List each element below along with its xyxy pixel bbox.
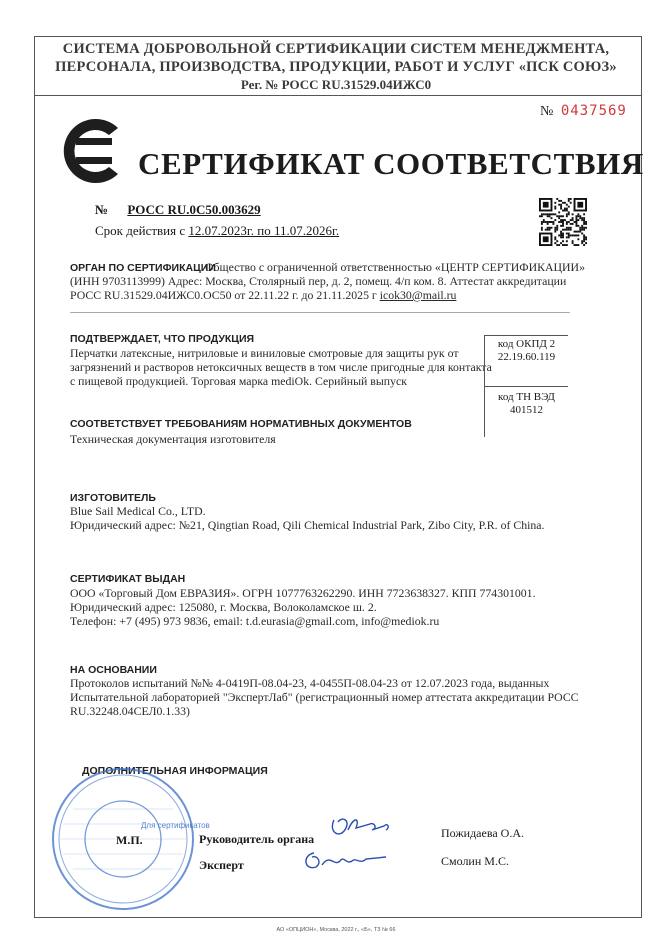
- validity-dates: 12.07.2023г. по 11.07.2026г.: [188, 223, 340, 238]
- additional-heading: ДОПОЛНИТЕЛЬНАЯ ИНФОРМАЦИЯ: [82, 765, 268, 777]
- manufacturer-name: Blue Sail Medical Co., LTD.: [70, 504, 206, 518]
- requirements-heading: СООТВЕТСТВУЕТ ТРЕБОВАНИЯМ НОРМАТИВНЫХ ДОКУМЕНТОВ: [70, 418, 412, 430]
- requirements-text: Техническая документация изготовителя: [70, 432, 276, 446]
- product-line-2: загрязнений и растворов нетоксичных веществ в том числе пригодные для контакта: [70, 360, 492, 374]
- issued-line-3: Телефон: +7 (495) 973 9836, email: t.d.eurasia@gmail.com, info@mediok.ru: [70, 614, 440, 628]
- basis-heading: НА ОСНОВАНИИ: [70, 664, 157, 676]
- tnved-code-box: [484, 387, 568, 437]
- system-title-line-1: СИСТЕМА ДОБРОВОЛЬНОЙ СЕРТИФИКАЦИИ СИСТЕМ МЕНЕДЖМЕНТА,: [62, 41, 610, 57]
- organ-line-2: (ИНН 9703113999) Адрес: Москва, Столярный пер, д. 2, помещ. 4/п ком. 8. Аттестат аккредитации: [70, 274, 567, 288]
- product-line-3: с пищевой продукцией. Торговая марка mediOk. Серийный выпуск: [70, 374, 407, 388]
- organ-email-link[interactable]: icok30@mail.ru: [379, 288, 457, 302]
- qr-code: [539, 198, 587, 246]
- organ-line-1: Общество с ограниченной ответственностью «ЦЕНТР СЕРТИФИКАЦИИ»: [205, 260, 585, 274]
- registration-number: Рег. № РОСС RU.31529.04ИЖС0: [240, 77, 432, 92]
- expert-label: Эксперт: [199, 858, 244, 872]
- basis-line-3: RU.32248.04СЕЛ0.1.33): [70, 704, 190, 718]
- validity-prefix: Срок действия с: [95, 223, 186, 238]
- blank-number-label: №: [540, 104, 554, 119]
- validity-period: [95, 223, 339, 239]
- certificate-number-label: №: [95, 202, 109, 217]
- basis-line-2: Испытательной лабораторией "ЭкспертЛаб" (регистрационный номер аттестата аккредитации РОСС: [70, 690, 579, 704]
- issued-line-1: ООО «Торговый Дом ЕВРАЗИЯ». ОГРН 1077763262290. ИНН 7723638327. КПП 774301001.: [70, 586, 536, 600]
- tnved-value: 401512: [510, 404, 543, 416]
- system-title-line-2: ПЕРСОНАЛА, ПРОИЗВОДСТВА, ПРОДУКЦИИ, РАБОТ И УСЛУГ «ПСК СОЮЗ»: [55, 59, 617, 75]
- manufacturer-heading: ИЗГОТОВИТЕЛЬ: [70, 492, 156, 504]
- product-line-1: Перчатки латексные, нитриловые и виниловые смотровые для защиты рук от: [70, 346, 459, 360]
- okpd-code-box: [484, 335, 568, 387]
- head-signature-icon: [326, 810, 396, 846]
- product-heading: ПОДТВЕРЖДАЕТ, ЧТО ПРОДУКЦИЯ: [70, 333, 255, 345]
- header-divider: [34, 95, 642, 96]
- blank-number: [540, 103, 627, 120]
- expert-signature-icon: [300, 845, 390, 875]
- basis-line-1: Протоколов испытаний №№ 4-0419П-08.04-23, 4-0455П-08.04-23 от 12.07.2023 года, выданных: [70, 676, 550, 690]
- expert-name: Смолин М.С.: [441, 854, 509, 868]
- issued-line-2: Юридический адрес: 125080, г. Москва, Волоколамское ш. 2.: [70, 600, 377, 614]
- head-name: Пожидаева О.А.: [441, 826, 525, 840]
- blank-number-value: 0437569: [560, 103, 627, 119]
- certificate-number-value: РОСС RU.0С50.003629: [127, 202, 261, 217]
- manufacturer-address: Юридический адрес: №21, Qingtian Road, Qili Chemical Industrial Park, Zibo City, P.R. of China.: [70, 518, 545, 532]
- okpd-label: код ОКПД 2: [497, 338, 556, 350]
- stamp-text: Для сертификатов: [141, 821, 210, 830]
- organ-accreditation: РОСС RU.31529.04ИЖС0.ОС50 от 22.11.22 г. до 21.11.2025 г: [70, 288, 377, 302]
- issued-heading: СЕРТИФИКАТ ВЫДАН: [70, 573, 186, 585]
- tnved-label: код ТН ВЭД: [498, 391, 555, 403]
- document-title: СЕРТИФИКАТ СООТВЕТСТВИЯ: [138, 146, 644, 181]
- organ-line-3: [70, 288, 456, 302]
- printer-imprint: АО «ОПЦИОН», Москва, 2022 г., «Б», ТЗ № 66: [276, 927, 396, 933]
- certificate-number: [95, 202, 261, 218]
- organ-heading: ОРГАН ПО СЕРТИФИКАЦИИ: [70, 262, 216, 274]
- section-divider: [70, 312, 570, 313]
- okpd-value: 22.19.60.119: [497, 351, 556, 363]
- head-label: Руководитель органа: [199, 832, 315, 846]
- mp-label: М.П.: [116, 833, 143, 847]
- certification-mark-icon: [52, 112, 130, 190]
